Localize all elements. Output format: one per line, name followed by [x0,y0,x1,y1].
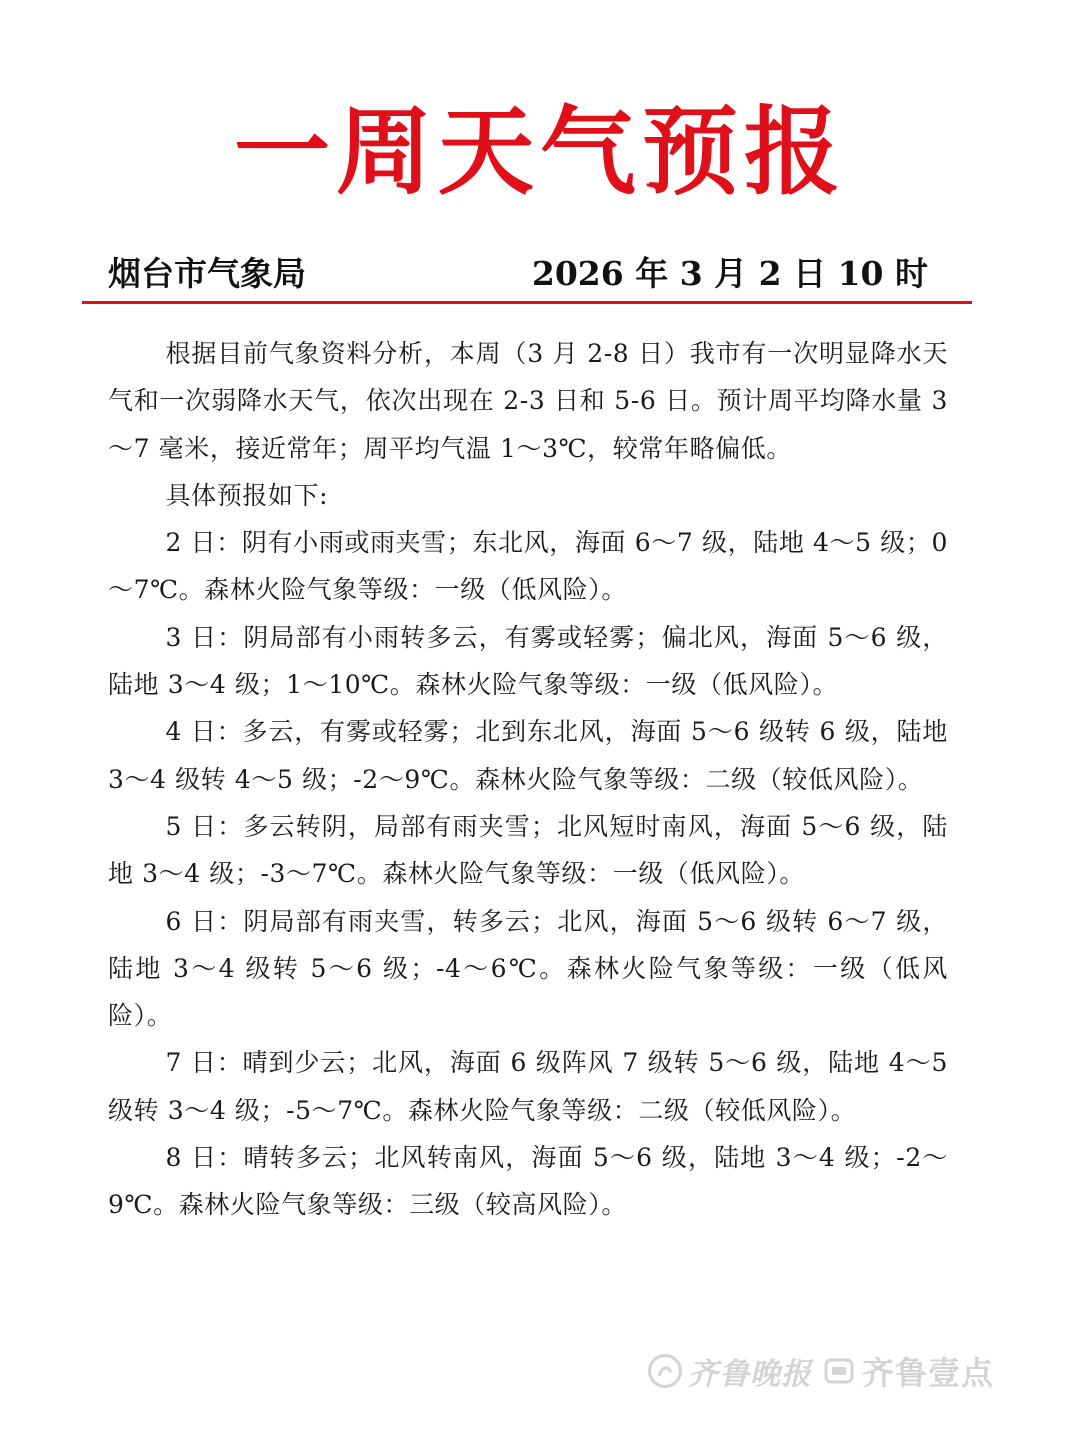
document-header [108,248,928,300]
forecast-day-2: 2 日：阴有小雨或雨夹雪；东北风，海面 6～7 级，陆地 4～5 级；0～7℃。森林火险气象等级：一级（低风险）。 [108,528,948,605]
forecast-body [108,330,948,1229]
forecast-day-3: 3 日：阴局部有小雨转多云，有雾或轻雾；偏北风，海面 5～6 级，陆地 3～4 级；1～10℃。森林火险气象等级：一级（低风险）。 [108,622,948,700]
forecast-day-5: 5 日：多云转阴，局部有雨夹雪；北风短时南风，海面 5～6 级，陆地 3～4 级；-3～7℃。森林火险气象等级：一级（低风险）。 [108,811,948,889]
detail-intro: 具体预报如下: [165,480,329,510]
qilu-evening-news-logo-icon [648,1354,682,1388]
watermark [648,1346,994,1396]
header-divider [82,301,972,304]
watermark-app-name: 齐鲁壹点 [862,1354,995,1392]
qilu-yidian-logo-icon [824,1356,854,1386]
forecast-day-7: 7 日：晴到少云；北风，海面 6 级阵风 7 级转 5～6 级，陆地 4～5 级转 3～4 级；-5～7℃。森林火险气象等级：二级（较低风险）。 [108,1048,948,1125]
page-title: 一周天气预报 [234,95,846,208]
forecast-day-6: 6 日：阴局部有雨夹雪，转多云；北风，海面 5～6 级转 6～7 级，陆地 3～4 级转 5～6 级；-4～6℃。森林火险气象等级：一级（低风险）。 [108,906,948,1031]
forecast-day-8: 8 日：晴转多云；北风转南风，海面 5～6 级，陆地 3～4 级；-2～9℃。森林火险气象等级：三级（较高风险）。 [108,1143,948,1220]
summary-paragraph: 根据目前气象资料分析，本周（3 月 2-8 日）我市有一次明显降水天气和一次弱降水天气，依次出现在 2-3 日和 5-6 日。预计周平均降水量 3～7 毫米，接近常年；周平均气温 1～3℃，较常年略偏低。 [108,339,948,463]
issuer-name: 烟台市气象局 [108,254,306,293]
issue-date: 2026 年 3 月 2 日 10 时 [531,254,928,293]
forecast-day-4: 4 日：多云，有雾或轻雾；北到东北风，海面 5～6 级转 6 级，陆地 3～4 级转 4～5 级；-2～9℃。森林火险气象等级：二级（较低风险）。 [108,717,948,794]
watermark-newspaper-name: 齐鲁晚报 [688,1357,812,1392]
